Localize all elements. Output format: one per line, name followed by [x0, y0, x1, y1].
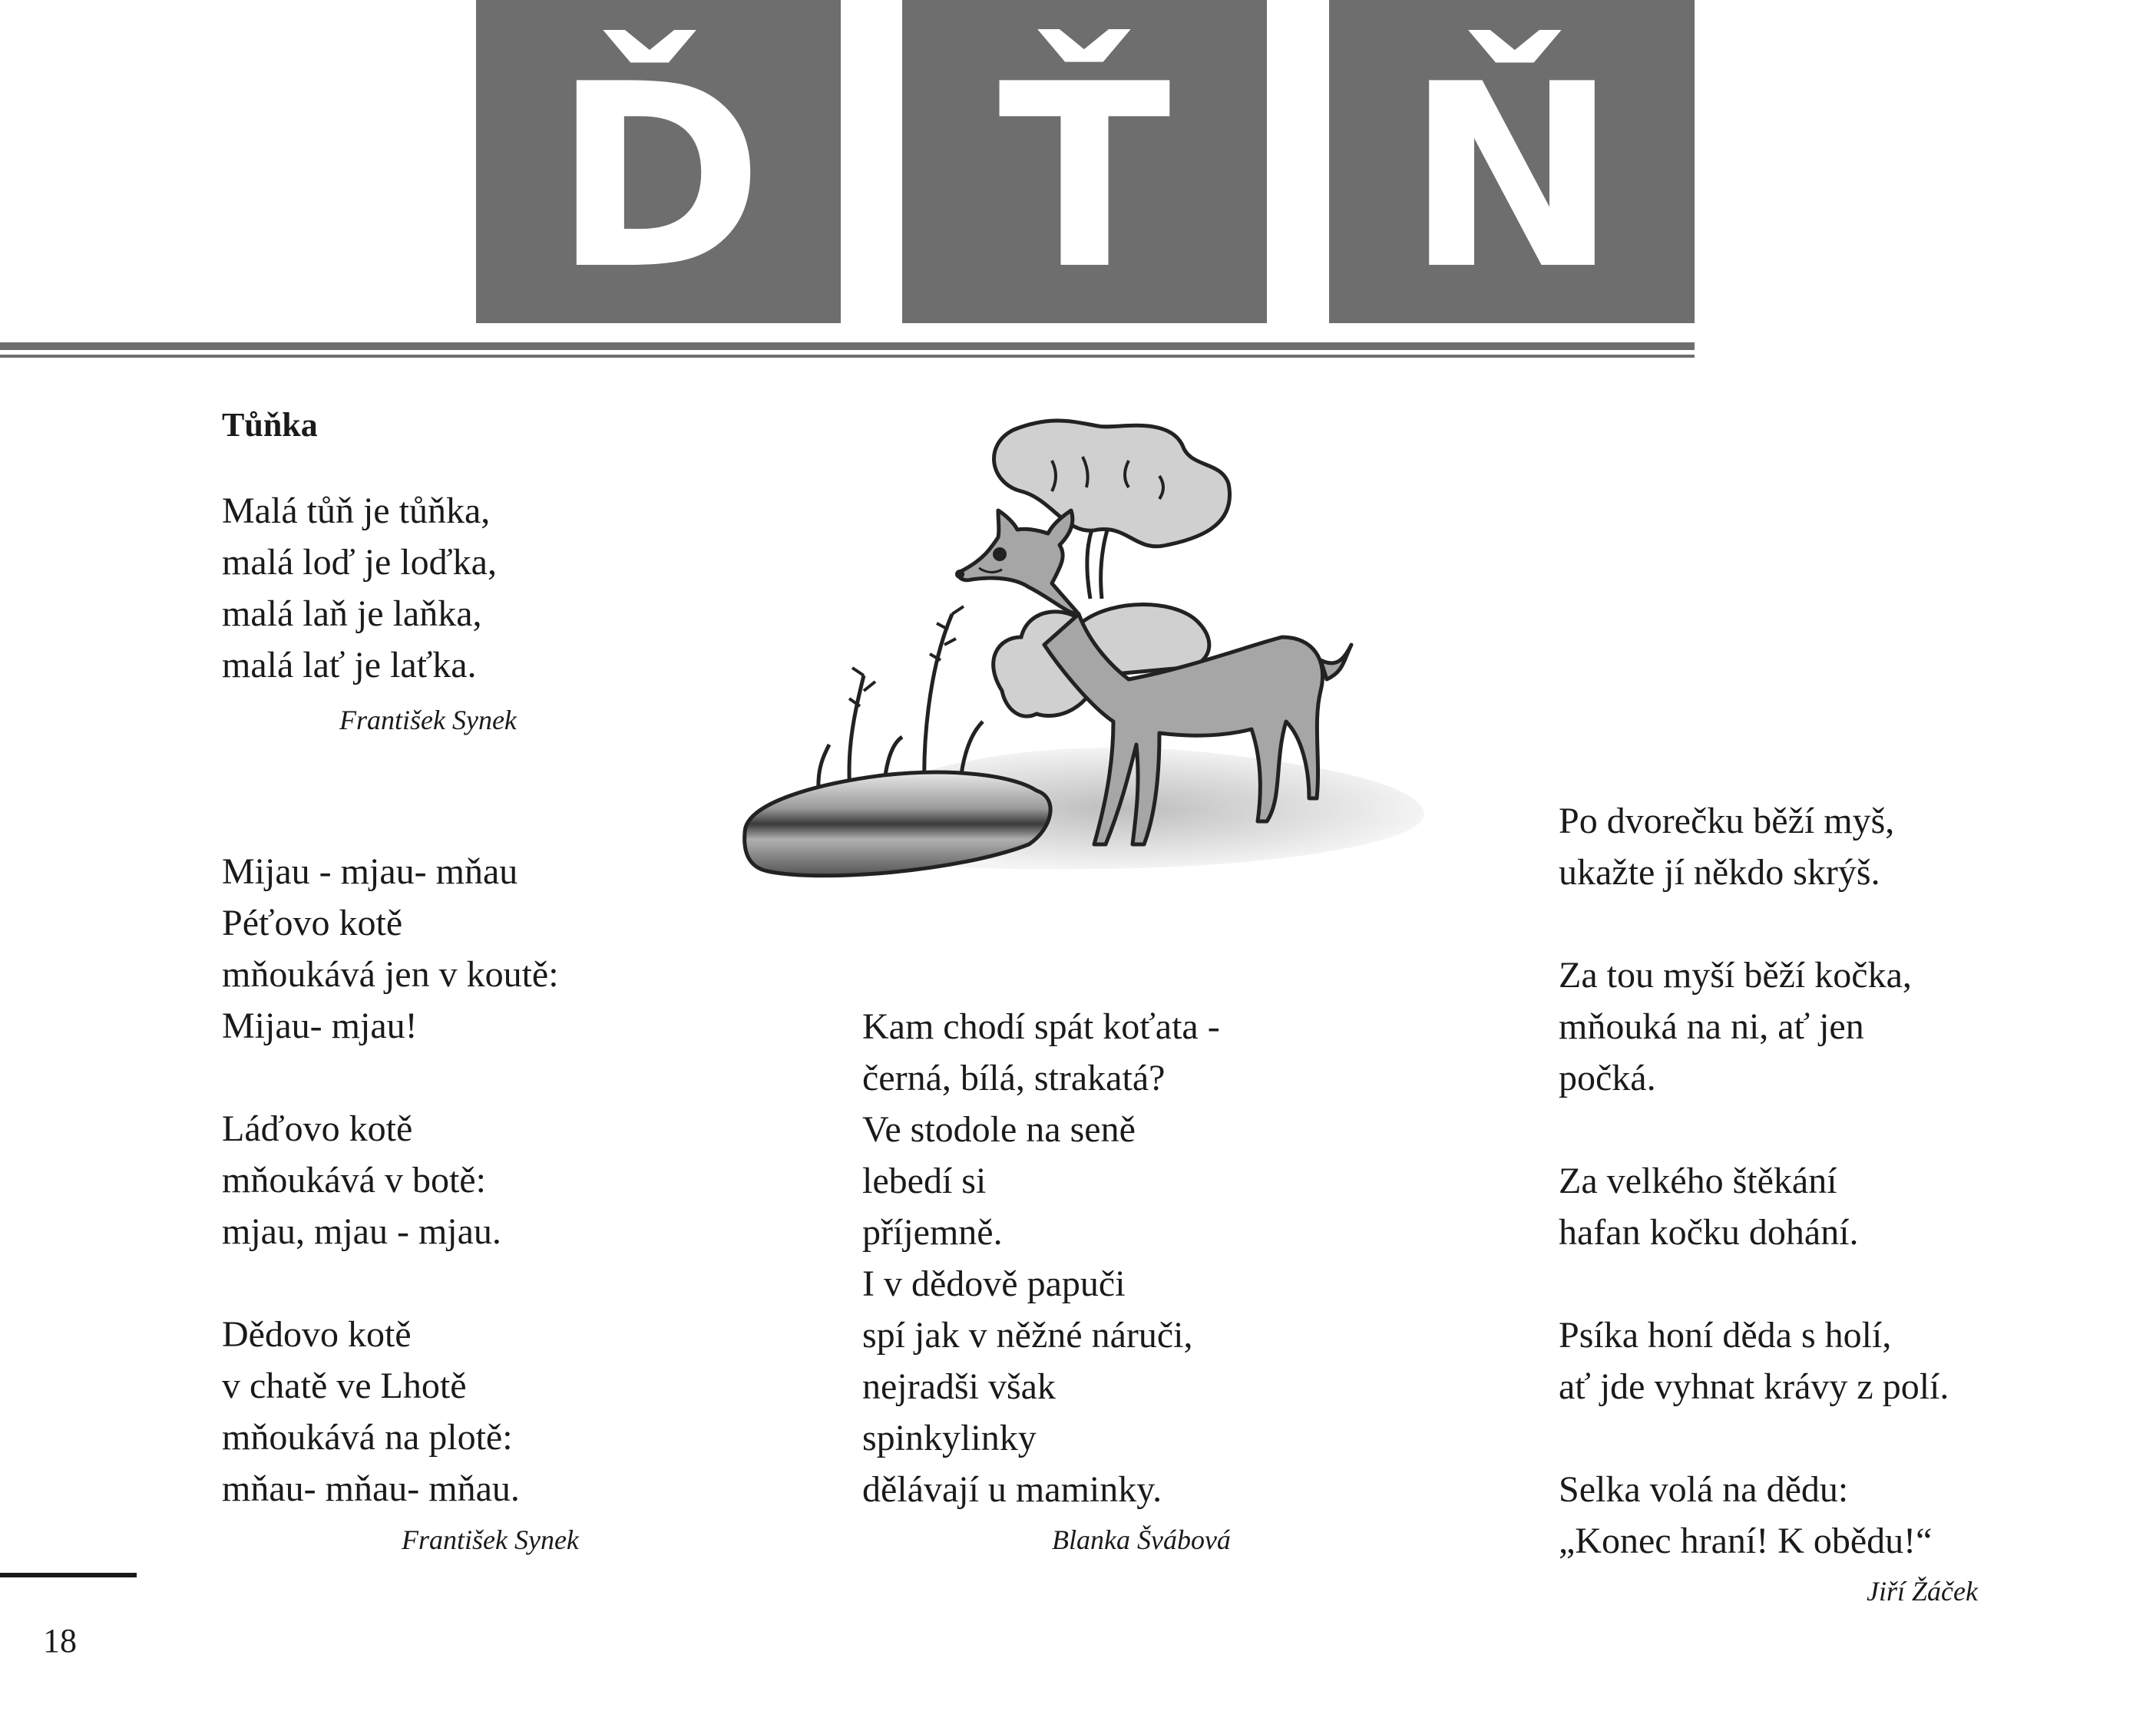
deer-by-pond-icon [729, 415, 1428, 890]
poem-mys-text: Po dvorečku běží myš, ukažte jí někdo skrýš. Za tou myší běží kočka, mňouká na ni, ať jen počká. Za velkého štěkání hafan kočku dohání. Psíka honí děda s holí, ať jde vyhnat krávy z polí. Selka volá na dědu: „Konec hraní! K obědu!“ [1559, 801, 1949, 1561]
poem-mys-author: Jiří Žáček [1867, 1576, 1978, 1607]
poem-tunka-author: František Synek [339, 705, 517, 735]
letter-d: Ď [553, 29, 764, 325]
letter-tile-d [476, 0, 841, 323]
header-rule-thick [0, 342, 1695, 350]
poem-kotata-author: Blanka Švábová [1052, 1524, 1231, 1555]
letter-tile-t [902, 0, 1267, 323]
poem-tunka-text: Malá tůň je tůňka, malá loď je loďka, malá laň je laňka, malá lať je laťka. [222, 490, 497, 685]
page-number: 18 [43, 1622, 77, 1660]
letter-n: Ň [1405, 29, 1619, 325]
header-rule-thin [0, 355, 1695, 358]
poem-title: Tůňka [222, 406, 318, 444]
poem-kote-author: František Synek [402, 1524, 579, 1555]
poem-kotata-text: Kam chodí spát koťata - černá, bílá, strakatá? Ve stodole na seně lebedí si příjemně. I v dědově papuči spí jak v něžné náruči, nejradši však spinkylinky dělávají u maminky. [862, 1006, 1220, 1510]
letter-t: Ť [997, 29, 1172, 325]
footer-rule [0, 1573, 137, 1577]
letter-tile-n [1329, 0, 1695, 323]
poem-kote-text: Mijau - mjau- mňau Péťovo kotě mňoukává jen v koutě: Mijau- mjau! Láďovo kotě mňoukává v botě: mjau, mjau - mjau. Dědovo kotě v chatě ve Lhotě mňoukává na plotě: mňau- mňau- mňau. [222, 851, 559, 1509]
